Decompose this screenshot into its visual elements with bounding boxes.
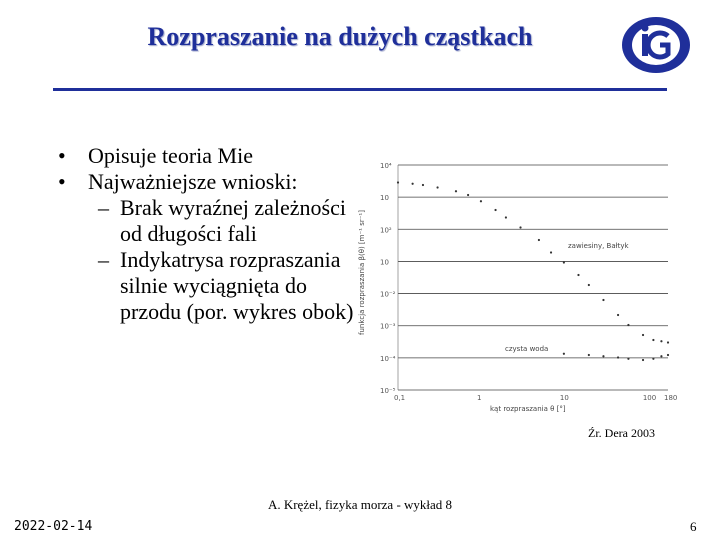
data-point — [397, 181, 399, 183]
data-point — [412, 183, 414, 185]
y-tick-label: 10⁴ — [380, 162, 392, 170]
bullet-text: Najważniejsze wnioski: — [88, 169, 298, 194]
x-tick-label: 100 — [642, 394, 657, 402]
x-tick-label: 10 — [559, 394, 569, 402]
data-point — [602, 355, 604, 357]
sub-bullet-item — [58, 195, 358, 247]
bullet-text: Opisuje teoria Mie — [88, 143, 253, 168]
data-point — [652, 358, 654, 360]
source-caption: Źr. Dera 2003 — [588, 426, 655, 440]
x-tick-label: 180 — [664, 394, 678, 402]
iung-logo-icon — [620, 14, 692, 76]
data-point — [436, 186, 438, 188]
data-point — [422, 184, 424, 186]
y-tick-label: 10 — [380, 194, 389, 203]
page-number: 6 — [690, 519, 697, 534]
bullet-dot: • — [58, 169, 66, 194]
data-point — [642, 334, 644, 336]
slide-date: 2022-02-14 — [14, 519, 93, 534]
y-tick-label: 10⁻² — [380, 290, 396, 299]
data-point — [588, 284, 590, 286]
series-label: czysta woda — [505, 345, 549, 353]
data-point — [577, 274, 579, 276]
sub-bullet-text: Indykatrysa rozpraszania silnie wyciągnięta do przodu (por. wykres obok) — [120, 247, 354, 324]
data-point — [480, 200, 482, 202]
data-point — [588, 354, 590, 356]
data-point — [627, 324, 629, 326]
data-point — [494, 209, 496, 211]
data-point — [660, 340, 662, 342]
data-point — [617, 356, 619, 358]
data-point — [455, 190, 457, 192]
scattering-chart — [350, 150, 680, 420]
data-point — [505, 216, 507, 218]
series-label: zawiesiny, Bałtyk — [568, 242, 629, 250]
y-axis-label: funkcja rozpraszania β(θ) [m⁻¹ sr⁻¹] — [358, 210, 366, 335]
title-underline — [53, 88, 667, 91]
data-point — [563, 353, 565, 355]
data-point — [627, 358, 629, 360]
bullet-dot: • — [58, 143, 66, 168]
data-point — [667, 341, 669, 343]
sub-bullet-dash: – — [98, 247, 109, 272]
data-point — [617, 314, 619, 316]
y-tick-label: 10⁻⁴ — [380, 354, 396, 363]
x-tick-label: 0,1 — [394, 394, 406, 402]
data-point — [519, 226, 521, 228]
data-point — [467, 194, 469, 196]
bullet-list — [58, 143, 358, 325]
y-tick-label: 10⁻⁵ — [380, 387, 396, 395]
data-point — [652, 339, 654, 341]
sub-bullet-text: Brak wyraźnej zależności od długości fali — [120, 195, 346, 246]
x-tick-label: 1 — [476, 394, 482, 402]
data-point — [667, 354, 669, 356]
data-point — [550, 251, 552, 253]
data-point — [660, 355, 662, 357]
slide-title: Rozpraszanie na dużych cząstkach — [147, 22, 533, 51]
y-tick-label: 10⁻³ — [380, 322, 396, 331]
bullet-item — [58, 143, 358, 169]
x-axis-label: kąt rozpraszania θ [°] — [490, 405, 566, 413]
footer-author: A. Krężel, fizyka morza - wykład 8 — [267, 497, 453, 512]
y-tick-label: 10² — [380, 226, 392, 235]
data-point — [563, 261, 565, 263]
sub-bullet-dash: – — [98, 195, 109, 220]
data-point — [602, 299, 604, 301]
data-point — [538, 239, 540, 241]
data-point — [642, 359, 644, 361]
y-tick-label: 10 — [380, 258, 389, 267]
sub-bullet-item — [58, 247, 358, 325]
bullet-item — [58, 169, 358, 195]
